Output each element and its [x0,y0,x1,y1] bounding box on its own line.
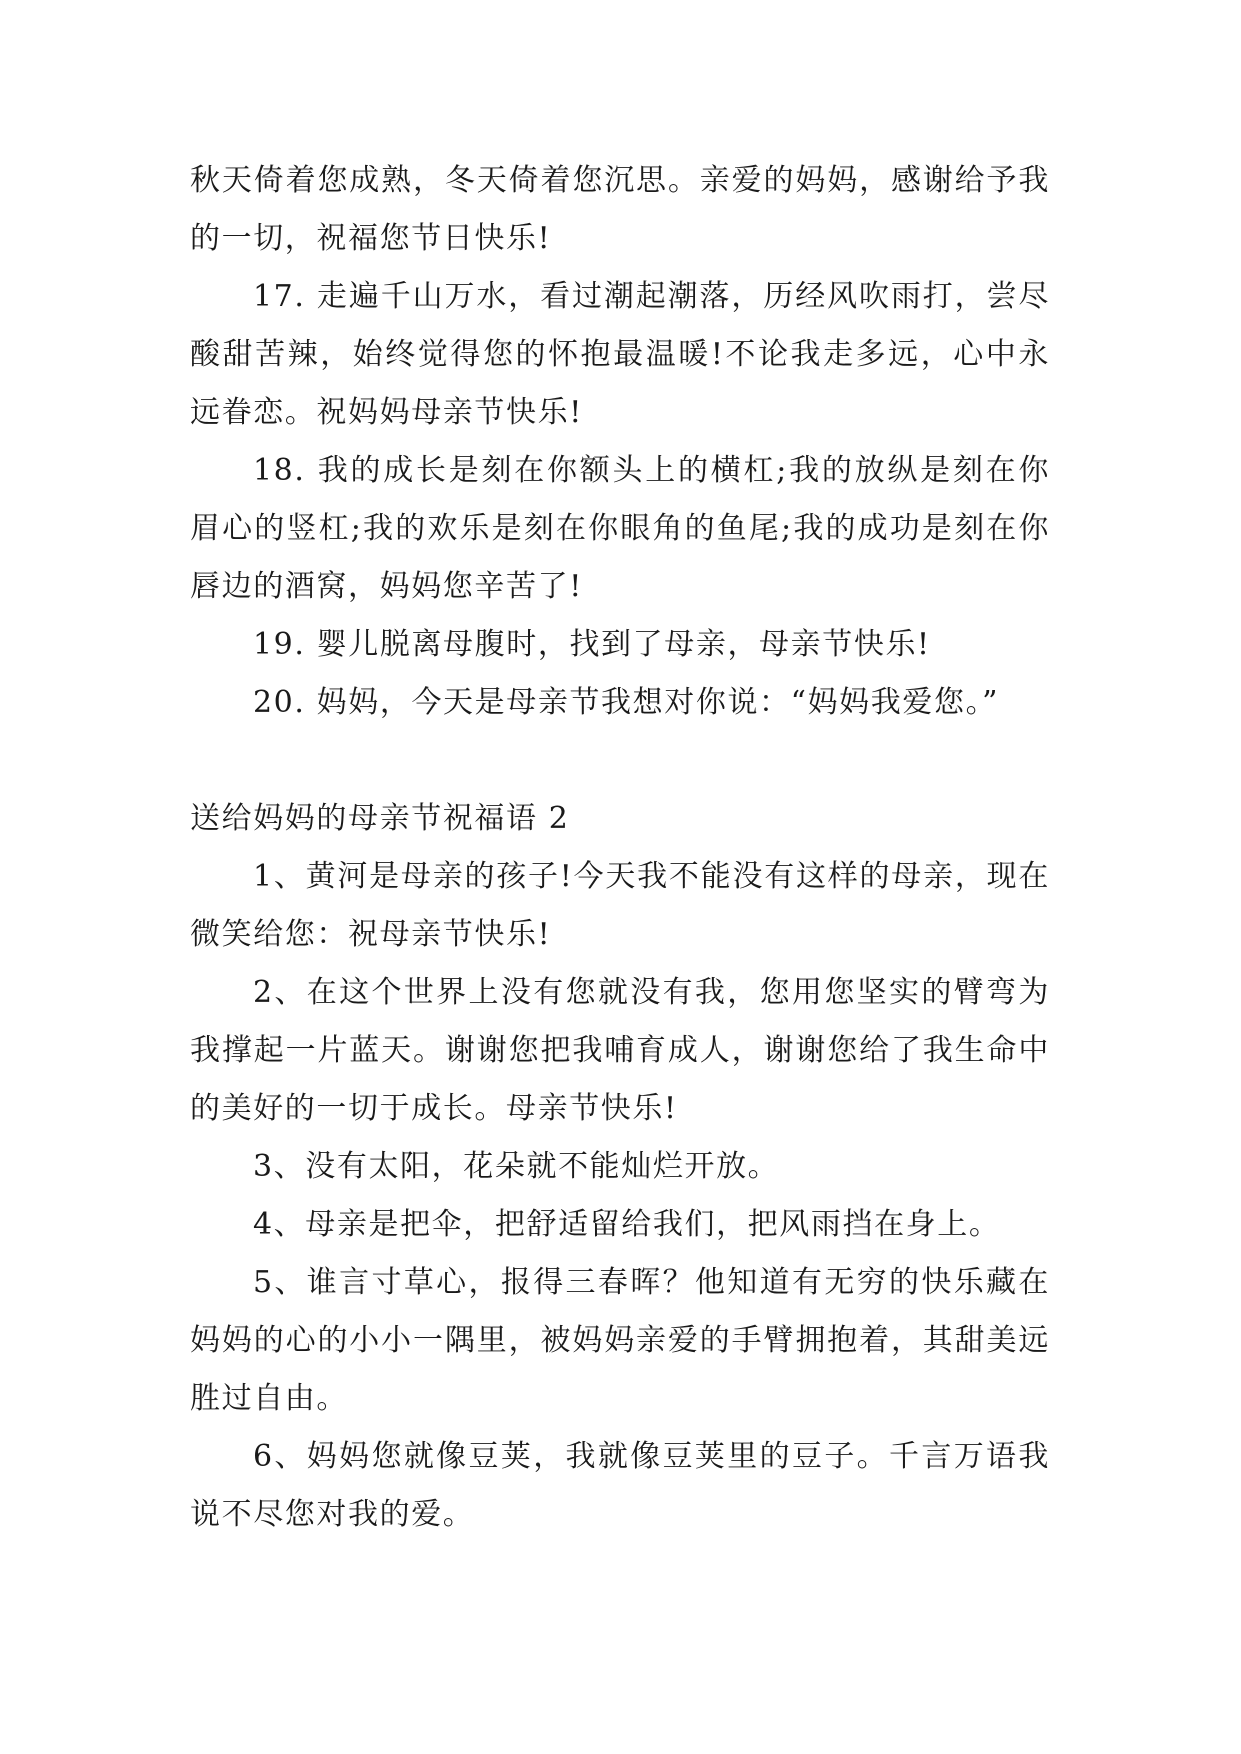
paragraph-item-19: 19. 婴儿脱离母腹时，找到了母亲，母亲节快乐! [253,627,931,662]
paragraph-item-6: 6、妈妈您就像豆荚，我就像豆荚里的豆子。千言万语我说不尽您对我的爱。 [190,1439,1050,1532]
paragraph-item-4: 4、母亲是把伞，把舒适留给我们，把风雨挡在身上。 [253,1207,1001,1242]
paragraph-continuation: 秋天倚着您成熟，冬天倚着您沉思。亲爱的妈妈，感谢给予我的一切，祝福您节日快乐! [190,163,1050,256]
paragraph-item-17: 17. 走遍千山万水，看过潮起潮落，历经风吹雨打，尝尽酸甜苦辣，始终觉得您的怀抱最温暖!不论我走多远，心中永远眷恋。祝妈妈母亲节快乐! [190,279,1050,430]
document-body [190,152,1050,1544]
paragraph-item-2: 2、在这个世界上没有您就没有我，您用您坚实的臂弯为我撑起一片蓝天。谢谢您把我哺育成人，谢谢您给了我生命中的美好的一切于成长。母亲节快乐! [190,975,1050,1126]
paragraph-item-5: 5、谁言寸草心，报得三春晖？他知道有无穷的快乐藏在妈妈的心的小小一隅里，被妈妈亲爱的手臂拥抱着，其甜美远胜过自由。 [190,1265,1050,1416]
section-title: 送给妈妈的母亲节祝福语 2 [190,801,570,836]
paragraph-item-3: 3、没有太阳，花朵就不能灿烂开放。 [253,1149,780,1184]
section-gap [190,732,1050,790]
paragraph-item-1: 1、黄河是母亲的孩子!今天我不能没有这样的母亲，现在微笑给您：祝母亲节快乐! [190,859,1050,952]
paragraph-item-18: 18. 我的成长是刻在你额头上的横杠;我的放纵是刻在你眉心的竖杠;我的欢乐是刻在你眼角的鱼尾;我的成功是刻在你唇边的酒窝，妈妈您辛苦了! [190,453,1050,604]
paragraph-item-20: 20. 妈妈，今天是母亲节我想对你说：“妈妈我爱您。” [253,685,1000,720]
